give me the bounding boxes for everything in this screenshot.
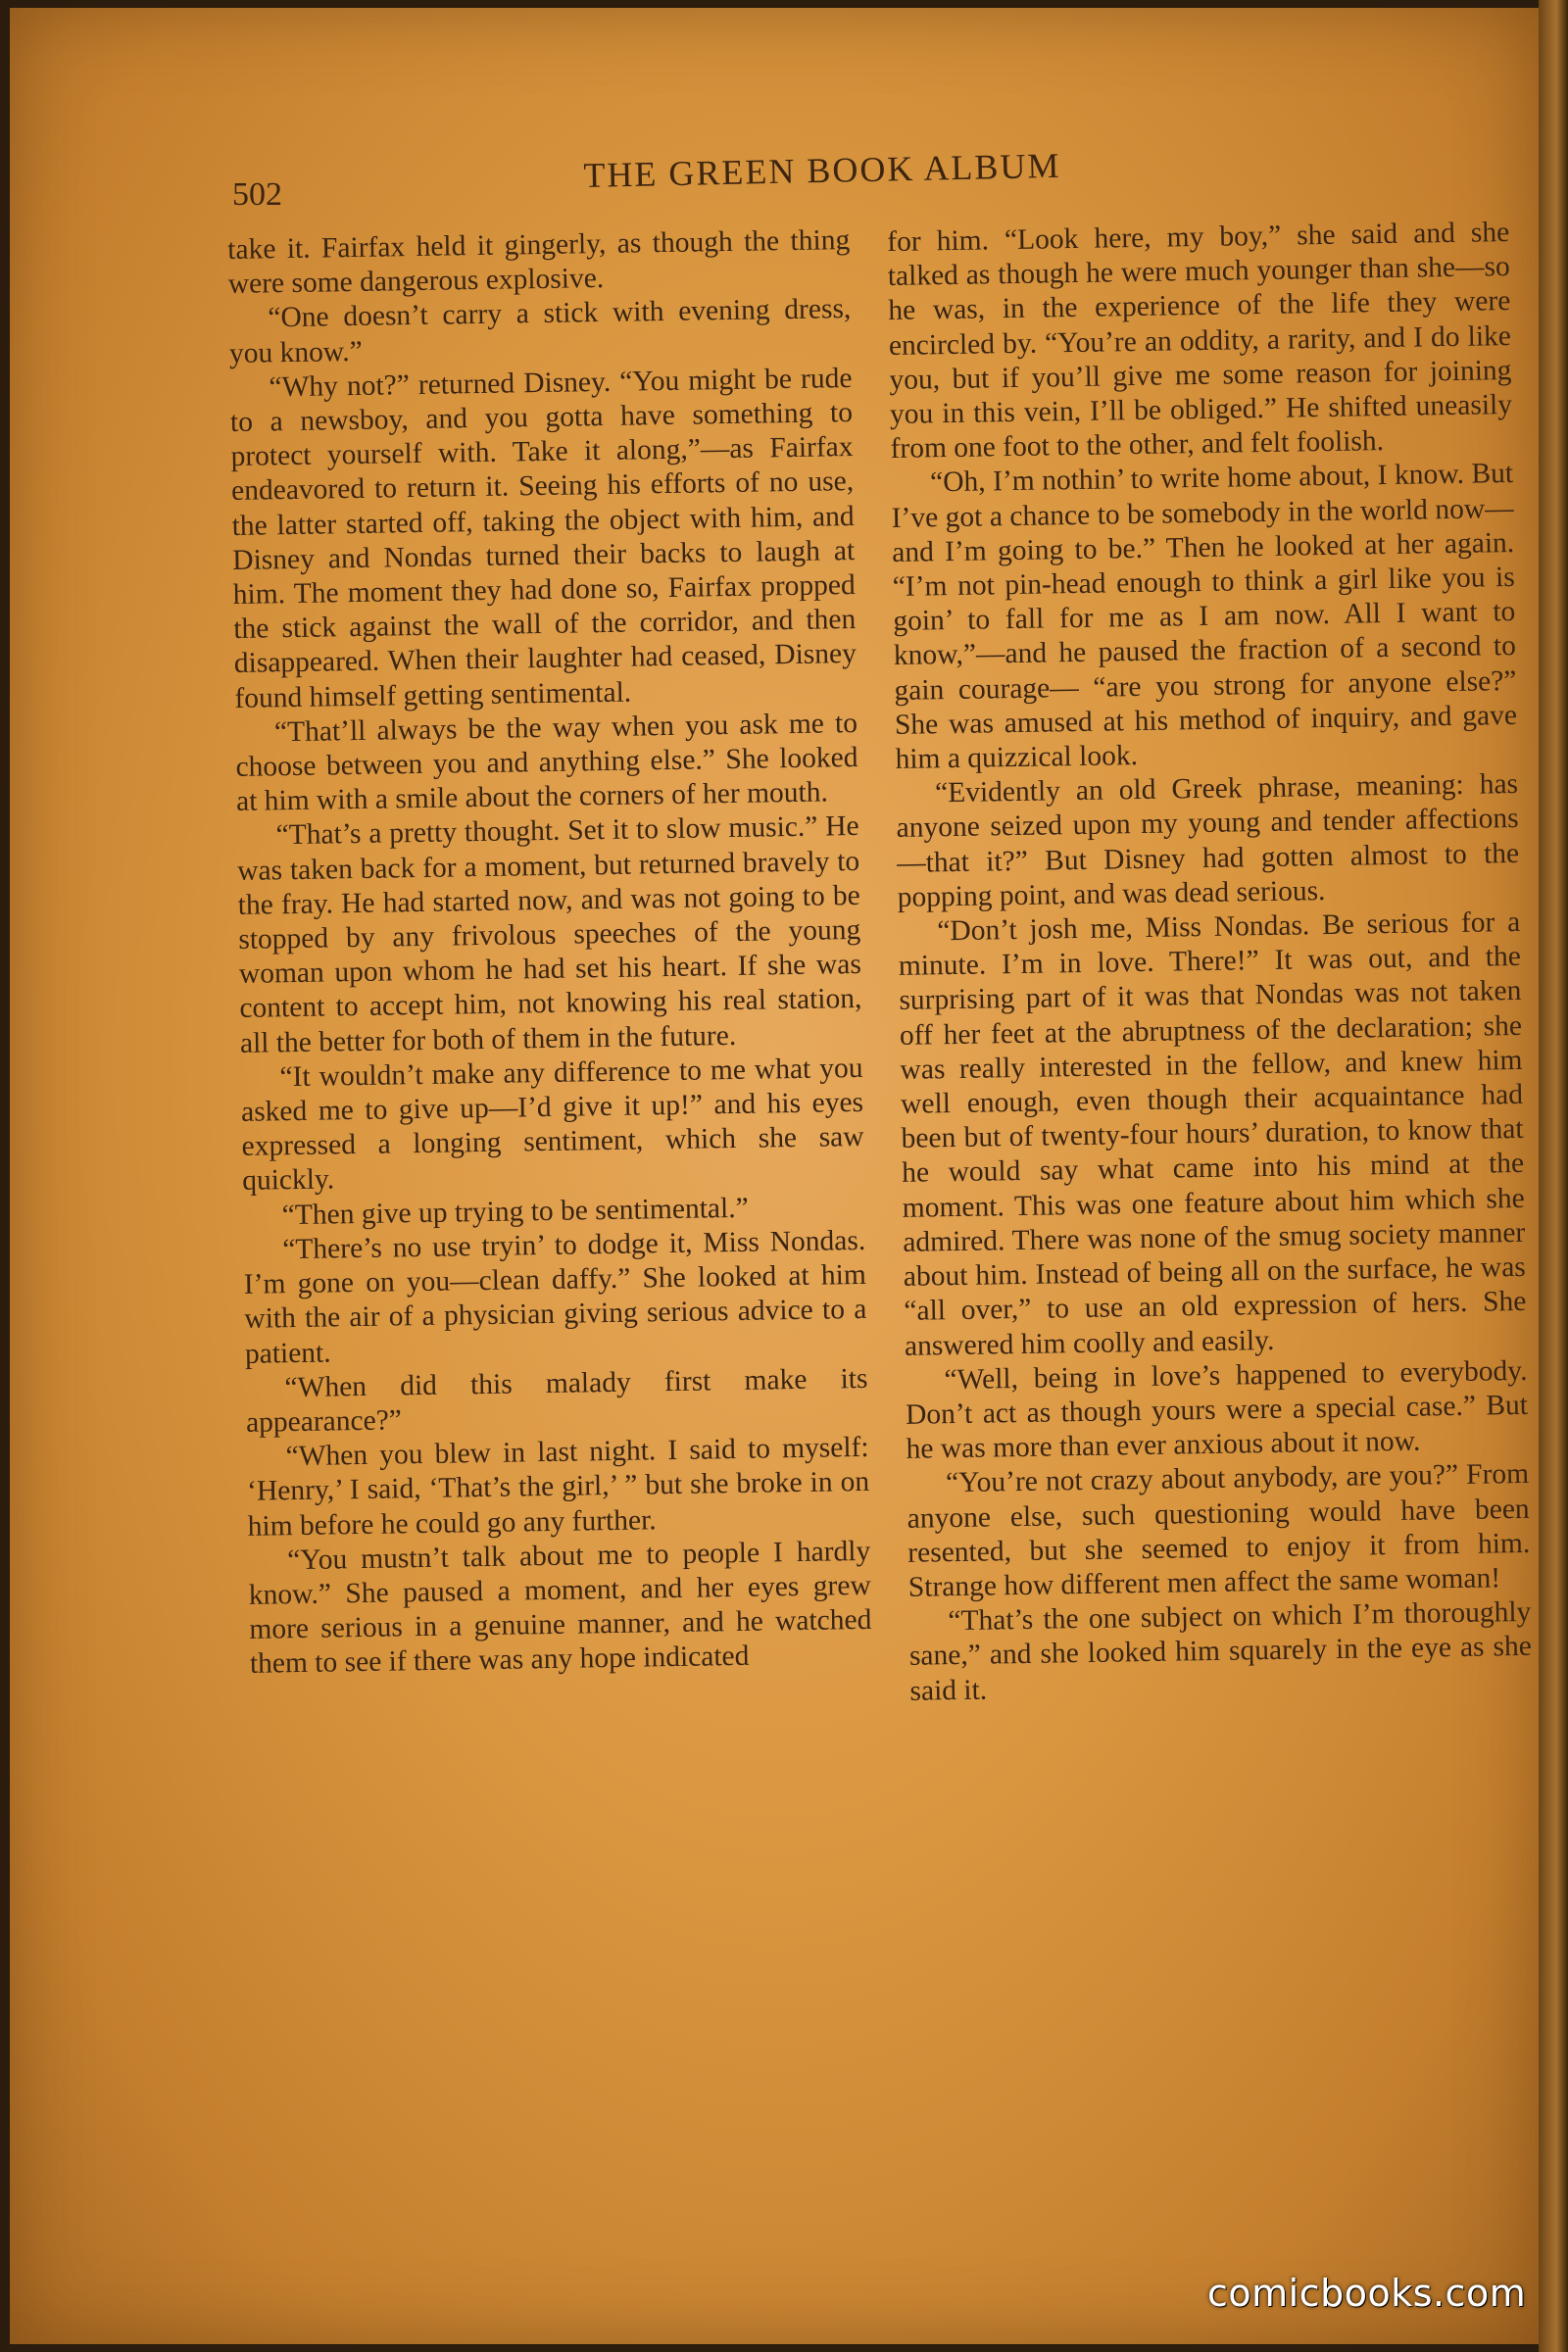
watermark-logo: comicbooks.com xyxy=(1207,2272,1527,2315)
paragraph: “One doesn’t carry a stick with evening dress, you know.” xyxy=(228,293,852,369)
paragraph: “You’re not crazy about anybody, are you?” From anyone else, such questioning would have been resented, but she seemed to enjoy it from him. Strange how different men affect the same woman! xyxy=(906,1458,1531,1603)
paragraph: “You mustn’t talk about me to people I hardly know.” She paused a moment, and her eyes grew more serious in a genuine manner, and he watched them to see if there was any hope indicated xyxy=(248,1535,872,1681)
page-number: 502 xyxy=(232,176,282,213)
paragraph: “There’s no use tryin’ to dodge it, Miss Nondas. I’m gone on you—clean daffy.” She looked at him with the air of a physician giving serious advice to a patient. xyxy=(243,1224,867,1370)
paragraph: “That’s the one subject on which I’m thoroughly sane,” and she looked him squarely in the eye as she said it. xyxy=(908,1595,1533,1707)
paragraph: “When you blew in last night. I said to myself: ‘Henry,’ I said, ‘That’s the girl,’ ” but she broke in on him before he could go any further. xyxy=(246,1431,870,1543)
paragraph: for him. “Look here, my boy,” she said and she talked as though he were much younger than she—so he was, in the experience of the life they were encircled by. “You’re an oddity, a rarity, and I do like you, but if you’ll give me some reason for joining you in this vein, I’ll be obliged.” He shifted uneasily from one foot to the other, and felt foolish. xyxy=(887,217,1513,466)
text-column-left xyxy=(227,223,872,1682)
page-header xyxy=(220,145,1539,223)
paragraph: “Don’t josh me, Miss Nondas. Be serious for a minute. I’m in love. There!” It was out, and the surprising part of it was that Nondas was not taken off her feet at the abruptness of the declaration; she was really interested in the fellow, and knew him well enough, even though their acquaintance had been but of twenty-four hours’ duration, to know that he would say what came into his mind at the moment. This was one feature about him which she admired. There was none of the smug society manner about him. Instead of being all on the surface, he was “all over,” to use an old expression of hers. She answered him coolly and easily. xyxy=(898,906,1527,1362)
paragraph: “Why not?” returned Disney. “You might be rude to a newsboy, and you gotta have something to protect yourself with. Take it along,”—as Fairfax endeavored to return it. Seeing his efforts of no use, the latter started off, taking the object with him, and Disney and Nondas turned their backs to laugh at him. The moment they had done so, Fairfax propped the stick against the wall of the corridor, and then disappeared. When their laughter had ceased, Disney found himself getting sentimental. xyxy=(229,362,858,714)
paragraph: “Then give up trying to be sentimental.” xyxy=(281,1192,749,1231)
running-head: THE GREEN BOOK ALBUM xyxy=(583,145,1061,195)
paragraph: “Evidently an old Greek phrase, meaning: has anyone seized upon my young and tender affections—that it?” But Disney had gotten almost to the popping point, and was dead serious. xyxy=(896,768,1520,913)
paragraph: “It wouldn’t make any difference to me what you asked me to give up—I’d give it up!” and his eyes expressed a longing sentiment, which she saw quickly. xyxy=(240,1052,864,1198)
binding-edge xyxy=(1539,0,1568,2352)
paragraph: “Well, being in love’s happened to everybody. Don’t act as though yours were a special case.” But he was more than ever anxious about it now. xyxy=(905,1354,1529,1465)
paragraph: “Oh, I’m nothin’ to write home about, I know. But I’ve got a chance to be somebody in the world now—and I’m going to be.” Then he looked at her again. “I’m not pin-head enough to think a girl like you is goin’ to fall for me as I am now. All I want to know,”—and he paused the fraction of a second to gain courage— “are you strong for anyone else?” She was amused at his method of inquiry, and gave him a quizzical look. xyxy=(891,458,1518,775)
paragraph: take it. Fairfax held it gingerly, as though the thing were some dangerous explosive. xyxy=(227,224,851,301)
paragraph: “That’s a pretty thought. Set it to slow music.” He was taken back for a moment, but returned bravely to the fray. He had started now, and was not going to be stopped by any frivolous speeches of the young woman upon whom he had set his heart. If she was content to accept him, not knowing his real station, all the better for both of them in the future. xyxy=(236,810,862,1059)
paragraph: “That’ll always be the way when you ask me to choose between you and anything else.” She looked at him with a smile about the corners of her mouth. xyxy=(235,707,858,818)
book-page xyxy=(10,8,1539,2344)
paragraph: “When did this malady first make its appearance?” xyxy=(245,1362,868,1439)
text-column-right xyxy=(887,216,1533,1709)
